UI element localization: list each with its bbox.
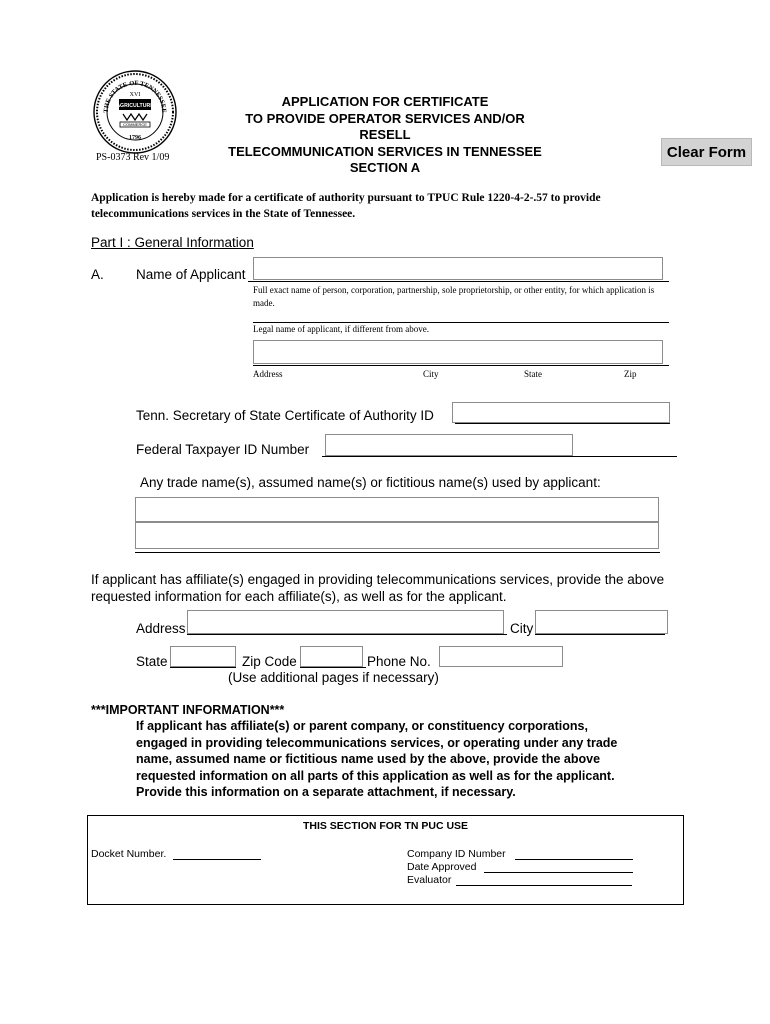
federal-taxpayer-input[interactable] [325, 434, 573, 456]
important-line: Provide this information on a separate attachment, if necessary. [136, 785, 516, 799]
page-title [190, 94, 580, 177]
address-caption: Address [253, 369, 283, 379]
seal-arc-text: THE STATE OF TENNESSEE [102, 79, 168, 113]
company-id-underline[interactable] [515, 859, 633, 860]
clear-form-button[interactable]: Clear Form [661, 138, 752, 166]
date-approved-label: Date Approved [407, 861, 477, 873]
important-line: If applicant has affiliate(s) or parent company, or constituency corporations, [136, 719, 588, 733]
part1-heading: Part I : General Information [91, 235, 254, 250]
address-underline [253, 365, 669, 366]
zip-caption: Zip [624, 369, 637, 379]
affiliate-address-label: Address [136, 621, 186, 636]
title-line: SECTION A [349, 160, 421, 175]
state-seal [93, 70, 177, 154]
date-approved-underline[interactable] [484, 872, 633, 873]
federal-taxpayer-underline [322, 456, 677, 457]
seal-numeral: XVI [129, 92, 141, 98]
name-help-text: Full exact name of person, corporation, partnership, sole proprietorship, or other entity, for which application is made. [253, 285, 655, 308]
evaluator-underline[interactable] [456, 885, 632, 886]
trade-names-label: Any trade name(s), assumed name(s) or fictitious name(s) used by applicant: [140, 475, 601, 490]
affiliate-address-underline [187, 634, 507, 635]
name-label: Name of Applicant [136, 267, 246, 282]
federal-taxpayer-label: Federal Taxpayer ID Number [136, 442, 310, 457]
affiliate-city-underline [535, 634, 665, 635]
important-heading: ***IMPORTANT INFORMATION*** [91, 703, 285, 717]
title-line: TELECOMMUNICATION SERVICES IN TENNESSEE [228, 143, 542, 159]
affiliate-state-input[interactable] [170, 646, 236, 667]
affiliate-phone-input[interactable] [439, 646, 563, 667]
affiliates-intro-line1: If applicant has affiliate(s) engaged in providing telecommunications services, provide the above [91, 572, 665, 587]
official-use-title: THIS SECTION FOR TN PUC USE [302, 820, 469, 832]
trade-name-input-2[interactable] [135, 522, 659, 549]
affiliate-city-input[interactable] [535, 610, 668, 634]
title-line: APPLICATION FOR CERTIFICATE [281, 94, 489, 109]
additional-pages-note: (Use additional pages if necessary) [228, 670, 439, 685]
important-line: requested information on all parts of this application as well as for the applicant. [136, 768, 615, 783]
title-line: TO PROVIDE OPERATOR SERVICES AND/OR [245, 110, 525, 126]
important-line: engaged in providing telecommunications services, or operating under any trade [136, 735, 618, 750]
affiliate-zip-label: Zip Code [242, 654, 297, 669]
certificate-id-label: Tenn. Secretary of State Certificate of Authority ID [136, 408, 434, 423]
name-underline [248, 281, 669, 282]
affiliate-state-label: State [136, 654, 168, 669]
title-line: RESELL [359, 127, 411, 142]
docket-number-underline[interactable] [173, 859, 261, 860]
affiliate-address-input[interactable] [187, 610, 504, 634]
item-letter: A. [91, 267, 104, 282]
official-use-box [87, 815, 684, 905]
affiliates-intro-line2: requested information for each affiliate(s), as well as for the applicant. [91, 589, 507, 604]
legal-name-help: Legal name of applicant, if different from above. [253, 324, 430, 334]
certificate-id-input[interactable] [452, 402, 670, 423]
form-number: PS-0373 Rev 1/09 [96, 152, 170, 163]
trade-name-underline [135, 552, 660, 553]
seal-year: 1796 [129, 135, 141, 141]
address-input[interactable] [253, 340, 663, 364]
affiliate-phone-label: Phone No. [367, 654, 431, 669]
city-caption: City [423, 369, 439, 379]
important-line: name, assumed name or fictitious name used by the above, provide the above [136, 752, 601, 766]
important-text [136, 718, 676, 801]
affiliate-zip-input[interactable] [300, 646, 363, 667]
seal-commerce: COMMERCE [123, 122, 147, 127]
trade-name-input-1[interactable] [135, 497, 659, 522]
docket-number-label: Docket Number. [91, 848, 167, 860]
state-caption: State [524, 369, 542, 379]
seal-agriculture: AGRICULTURE [116, 103, 154, 109]
certificate-id-underline [455, 423, 670, 424]
company-id-label: Company ID Number [407, 848, 506, 860]
evaluator-label: Evaluator [407, 874, 452, 886]
name-of-applicant-input[interactable] [253, 257, 663, 280]
intro-paragraph: Application is hereby made for a certificate of authority pursuant to TPUC Rule 1220-4-2-.57 to provide telecommunications services in the State of Tennessee. [91, 192, 601, 220]
affiliate-city-label: City [510, 621, 534, 636]
affiliate-state-underline [170, 667, 236, 668]
affiliate-zip-underline [300, 667, 366, 668]
